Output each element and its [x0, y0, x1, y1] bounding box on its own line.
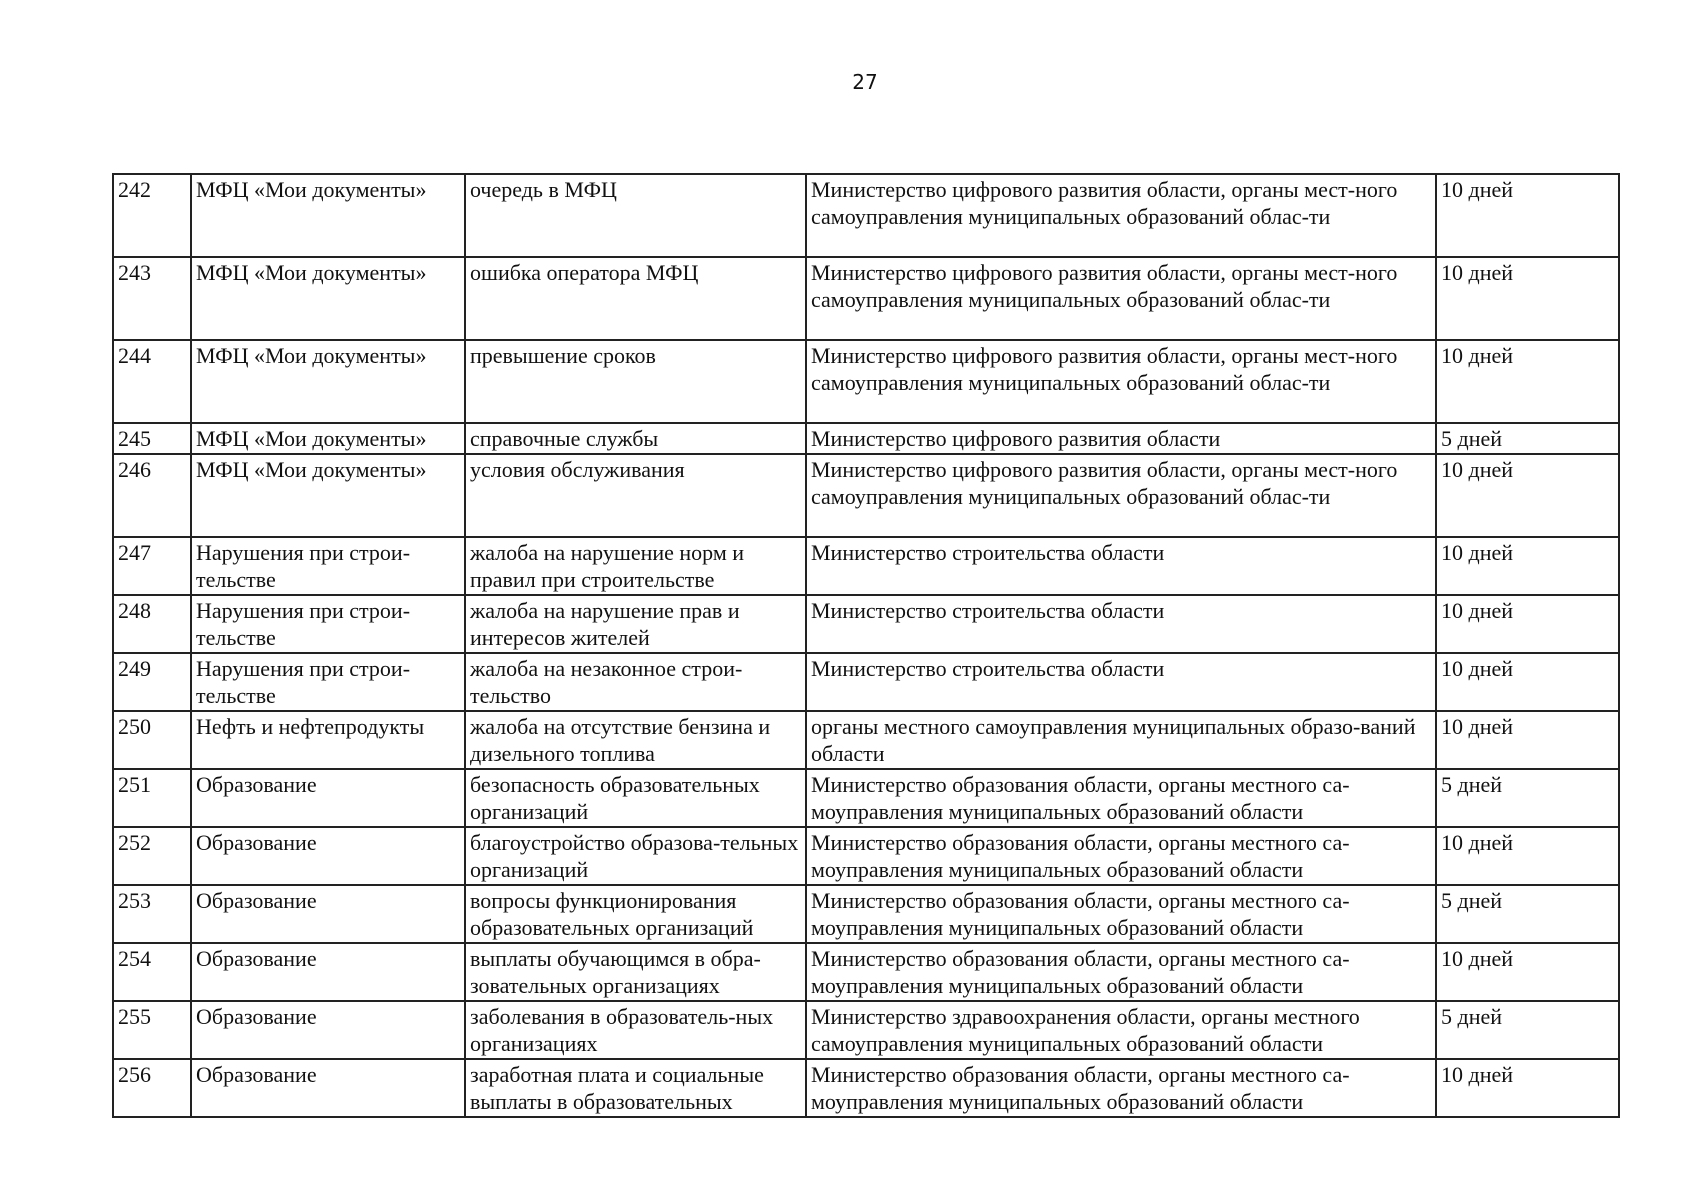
- row-number-cell: 248: [113, 595, 191, 653]
- response-term-cell: 10 дней: [1436, 454, 1619, 537]
- responsible-organization-cell: Министерство цифрового развития области, органы мест-ного самоуправления муниципальных образований облас-ти: [806, 340, 1436, 423]
- responsible-organization-cell: Министерство строительства области: [806, 595, 1436, 653]
- responsible-organization-cell: Министерство цифрового развития области, органы мест-ного самоуправления муниципальных образований облас-ти: [806, 257, 1436, 340]
- topic-cell: Образование: [191, 1001, 465, 1059]
- response-term-cell: 10 дней: [1436, 257, 1619, 340]
- response-term-cell: 10 дней: [1436, 595, 1619, 653]
- topic-cell: Образование: [191, 769, 465, 827]
- row-number-cell: 255: [113, 1001, 191, 1059]
- responsible-organization-cell: Министерство строительства области: [806, 537, 1436, 595]
- topic-cell: Образование: [191, 943, 465, 1001]
- issue-cell: ошибка оператора МФЦ: [465, 257, 806, 340]
- response-term-cell: 5 дней: [1436, 885, 1619, 943]
- table-row: [113, 340, 1619, 423]
- response-term-cell: 10 дней: [1436, 653, 1619, 711]
- table-row: [113, 454, 1619, 537]
- row-number-cell: 253: [113, 885, 191, 943]
- row-number-cell: 245: [113, 423, 191, 454]
- row-number-cell: 244: [113, 340, 191, 423]
- issue-cell: вопросы функционирования образовательных организаций: [465, 885, 806, 943]
- row-number-cell: 246: [113, 454, 191, 537]
- topic-cell: МФЦ «Мои документы»: [191, 423, 465, 454]
- table-row: [113, 1059, 1619, 1117]
- response-term-cell: 10 дней: [1436, 174, 1619, 257]
- responsible-organization-cell: Министерство цифрового развития области, органы мест-ного самоуправления муниципальных образований облас-ти: [806, 174, 1436, 257]
- issue-cell: безопасность образовательных организаций: [465, 769, 806, 827]
- row-number-cell: 252: [113, 827, 191, 885]
- table-row: [113, 769, 1619, 827]
- row-number-cell: 254: [113, 943, 191, 1001]
- table-row: [113, 1001, 1619, 1059]
- issue-cell: жалоба на отсутствие бензина и дизельного топлива: [465, 711, 806, 769]
- topic-cell: МФЦ «Мои документы»: [191, 340, 465, 423]
- topic-cell: Нарушения при строи-тельстве: [191, 595, 465, 653]
- issue-cell: жалоба на нарушение прав и интересов жителей: [465, 595, 806, 653]
- appeals-table: [112, 173, 1620, 1118]
- row-number-cell: 243: [113, 257, 191, 340]
- row-number-cell: 250: [113, 711, 191, 769]
- table-row: [113, 595, 1619, 653]
- responsible-organization-cell: Министерство образования области, органы местного са-моуправления муниципальных образований области: [806, 769, 1436, 827]
- topic-cell: МФЦ «Мои документы»: [191, 454, 465, 537]
- topic-cell: МФЦ «Мои документы»: [191, 174, 465, 257]
- responsible-organization-cell: Министерство образования области, органы местного са-моуправления муниципальных образований области: [806, 1059, 1436, 1117]
- issue-cell: заработная плата и социальные выплаты в образовательных: [465, 1059, 806, 1117]
- row-number-cell: 251: [113, 769, 191, 827]
- topic-cell: Образование: [191, 827, 465, 885]
- issue-cell: справочные службы: [465, 423, 806, 454]
- page-number: 27: [852, 70, 878, 94]
- issue-cell: жалоба на незаконное строи-тельство: [465, 653, 806, 711]
- response-term-cell: 10 дней: [1436, 711, 1619, 769]
- table-body: [113, 174, 1619, 1117]
- topic-cell: МФЦ «Мои документы»: [191, 257, 465, 340]
- response-term-cell: 5 дней: [1436, 769, 1619, 827]
- row-number-cell: 249: [113, 653, 191, 711]
- response-term-cell: 10 дней: [1436, 827, 1619, 885]
- response-term-cell: 5 дней: [1436, 423, 1619, 454]
- document-table-container: [112, 173, 1618, 1118]
- issue-cell: превышение сроков: [465, 340, 806, 423]
- responsible-organization-cell: Министерство цифрового развития области: [806, 423, 1436, 454]
- responsible-organization-cell: Министерство образования области, органы местного са-моуправления муниципальных образований области: [806, 885, 1436, 943]
- issue-cell: благоустройство образова-тельных организаций: [465, 827, 806, 885]
- topic-cell: Нарушения при строи-тельстве: [191, 537, 465, 595]
- issue-cell: заболевания в образователь-ных организациях: [465, 1001, 806, 1059]
- responsible-organization-cell: Министерство образования области, органы местного са-моуправления муниципальных образований области: [806, 827, 1436, 885]
- responsible-organization-cell: Министерство здравоохранения области, органы местного самоуправления муниципальных образований области: [806, 1001, 1436, 1059]
- table-row: [113, 423, 1619, 454]
- response-term-cell: 10 дней: [1436, 537, 1619, 595]
- responsible-organization-cell: Министерство строительства области: [806, 653, 1436, 711]
- issue-cell: выплаты обучающимся в обра-зовательных организациях: [465, 943, 806, 1001]
- topic-cell: Нарушения при строи-тельстве: [191, 653, 465, 711]
- table-row: [113, 537, 1619, 595]
- issue-cell: условия обслуживания: [465, 454, 806, 537]
- issue-cell: жалоба на нарушение норм и правил при строительстве: [465, 537, 806, 595]
- response-term-cell: 10 дней: [1436, 340, 1619, 423]
- row-number-cell: 247: [113, 537, 191, 595]
- table-row: [113, 711, 1619, 769]
- response-term-cell: 10 дней: [1436, 1059, 1619, 1117]
- responsible-organization-cell: Министерство цифрового развития области, органы мест-ного самоуправления муниципальных образований облас-ти: [806, 454, 1436, 537]
- row-number-cell: 256: [113, 1059, 191, 1117]
- table-row: [113, 885, 1619, 943]
- table-row: [113, 174, 1619, 257]
- responsible-organization-cell: органы местного самоуправления муниципальных образо-ваний области: [806, 711, 1436, 769]
- response-term-cell: 10 дней: [1436, 943, 1619, 1001]
- table-row: [113, 653, 1619, 711]
- topic-cell: Нефть и нефтепродукты: [191, 711, 465, 769]
- response-term-cell: 5 дней: [1436, 1001, 1619, 1059]
- topic-cell: Образование: [191, 885, 465, 943]
- table-row: [113, 827, 1619, 885]
- issue-cell: очередь в МФЦ: [465, 174, 806, 257]
- table-row: [113, 943, 1619, 1001]
- row-number-cell: 242: [113, 174, 191, 257]
- topic-cell: Образование: [191, 1059, 465, 1117]
- table-row: [113, 257, 1619, 340]
- responsible-organization-cell: Министерство образования области, органы местного са-моуправления муниципальных образований области: [806, 943, 1436, 1001]
